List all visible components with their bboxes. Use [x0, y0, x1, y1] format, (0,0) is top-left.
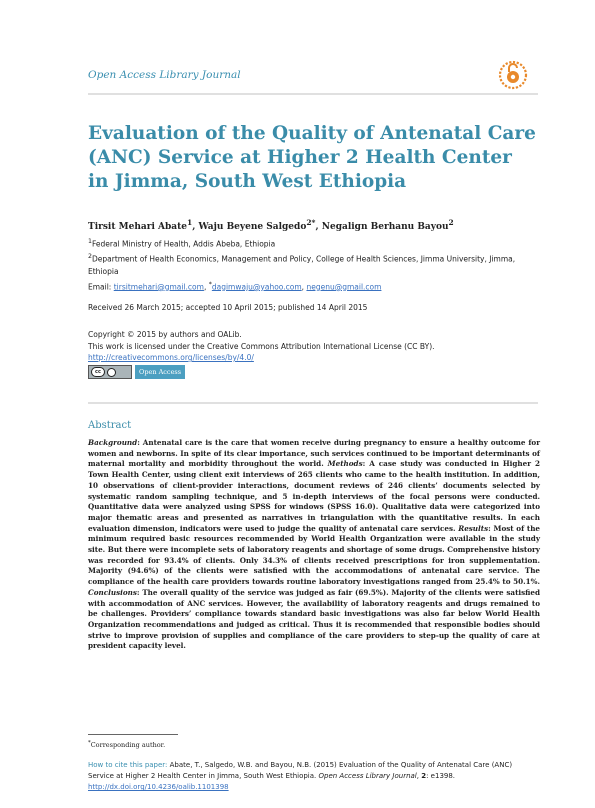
abstract-results-label: Results: [458, 523, 489, 533]
email-link-1[interactable]: tirsitmehari@gmail.com: [113, 282, 204, 291]
license-url-line: [88, 352, 538, 364]
affiliation-1: [88, 236, 538, 251]
doi-link[interactable]: http://dx.doi.org/10.4236/oalib.1101398: [88, 783, 229, 791]
affiliation-text: Department of Health Economics, Management and Policy, College of Health Sciences, Jimma University, Jimma, Ethiopia: [88, 254, 516, 276]
footnote-rule: [88, 734, 178, 735]
citation-separator: ,: [416, 772, 422, 780]
citation-text: Abate, T., Salgedo, W.B. and Bayou, N.B. (2015) Evaluation of the Quality of Antenatal Care (ANC) Service at Higher 2 Health Center in Jimma, South West Ethiopia.: [88, 761, 513, 780]
abstract-heading: Abstract: [88, 420, 132, 431]
abstract-methods-text: : A case study was conducted in Higher 2 Town Health Center, using client exit interviews of 265 clients who came to the health institution. In addition, 10 observations of client-provider interactions, document reviews of 246 clients’ documents selected by systematic random sampling technique, and 5 in-depth interviews of the focal persons were conducted. Quantitative data were analyzed using SPSS for windows (SPSS 16.0). Qualitative data were categorized into major thematic areas and presented as narratives in triangulation with the quantitative results. In each evaluation dimension, indicators were used to judge the quality of antenatal care services.: [88, 459, 540, 533]
abstract-methods-label: Methods: [327, 459, 363, 469]
section-divider: [88, 402, 538, 404]
license-line: This work is licensed under the Creative Commons Attribution International License (CC BY).: [88, 341, 435, 351]
publication-dates: Received 26 March 2015; accepted 10 April 2015; published 14 April 2015: [88, 303, 368, 312]
cc-icon: cc: [91, 367, 105, 377]
author-superscript: 1: [186, 218, 193, 227]
license-badges: [88, 365, 185, 379]
affiliation-superscript: 1: [88, 238, 92, 245]
email-link-3[interactable]: negenu@gmail.com: [306, 282, 382, 291]
copyright-line: Copyright © 2015 by authors and OALib.: [88, 330, 242, 339]
author-name: Waju Beyene Salgedo: [198, 222, 307, 232]
abstract-text: [88, 438, 540, 652]
abstract-results-text: : Most of the minimum required basic resources recommended by World Health Organization were available in the study site. But there were incomplete sets of laboratory reagents and shortage of some drugs. Comprehensive history was recorded for 93.4% of clients. Only 34.3% of clients received prescriptions for iron supplementation. Majority (94.6%) of the clients were satisfied with the accommodations of antenatal care service. The compliance of the health care providers towards routine laboratory investigations ranged from 25.4% to 50.1%.: [88, 523, 540, 587]
email-separator: ,: [203, 282, 209, 291]
footnote-superscript: *: [88, 740, 91, 746]
copyright-block: [88, 329, 538, 364]
citation-label: How to cite this paper:: [88, 761, 170, 769]
author-superscript: 2: [448, 218, 454, 227]
paper-title: Evaluation of the Quality of Antenatal Care (ANC) Service at Higher 2 Health Center in Jimma, South West Ethiopia: [88, 123, 536, 192]
journal-name: Open Access Library Journal: [88, 69, 241, 81]
email-link-2[interactable]: dagimwaju@yahoo.com: [211, 282, 302, 291]
abstract-background-label: Background: [88, 438, 138, 447]
abstract-background-text: : Antenatal care is the care that women receive during pregnancy to ensure a healthy outcome for women and newborns. In spite of its clear importance, such services continued to be important determinants of maternal mortality and morbidity throughout the world.: [88, 438, 540, 469]
cc-by-badge[interactable]: [88, 365, 132, 379]
abstract-conclusions-label: Conclusions: [88, 587, 137, 597]
citation-journal: Open Access Library Journal: [318, 772, 417, 780]
author-separator: ,: [192, 222, 199, 232]
author-name: Tirsit Mehari Abate: [88, 222, 187, 232]
author-superscript: 2*: [306, 218, 316, 227]
email-separator: ,: [301, 282, 307, 291]
author-name: Negalign Berhanu Bayou: [321, 222, 449, 232]
citation-article-number: : e1398.: [426, 772, 456, 780]
abstract-conclusions-text: : The overall quality of the service was judged as fair (69.5%). Majority of the clients were satisfied with accommodation of ANC services. However, the availability of laboratory reagents and drugs remained to be challenges. Providers’ compliance towards standard basic investigations was also far below World Health Organization recommendations and judged as critical. Thus it is recommended that responsible bodies should strive to improve provision of supplies and compliance of the care providers to step-up the quality of care at president capacity level.: [88, 587, 540, 651]
affiliation-2: [88, 251, 538, 279]
affiliation-superscript: 2: [88, 253, 92, 260]
author-separator: ,: [315, 222, 322, 232]
open-access-lock-icon: [498, 58, 528, 90]
email-superscript: *: [208, 280, 212, 288]
footnote: [88, 740, 165, 749]
affiliations: [88, 236, 538, 294]
license-link[interactable]: http://creativecommons.org/licenses/by/4.0/: [88, 353, 254, 362]
header-divider: [88, 93, 538, 95]
email-line: [88, 279, 538, 294]
citation-volume: 2: [421, 772, 427, 780]
affiliation-text: Federal Ministry of Health, Addis Abeba, Ethiopia: [91, 239, 276, 249]
attribution-icon: [107, 368, 116, 377]
email-label: Email:: [88, 282, 114, 291]
open-access-badge[interactable]: Open Access: [135, 365, 185, 379]
citation-block: [88, 760, 538, 793]
author-list: [88, 218, 538, 232]
footnote-text: Corresponding author.: [90, 741, 166, 750]
